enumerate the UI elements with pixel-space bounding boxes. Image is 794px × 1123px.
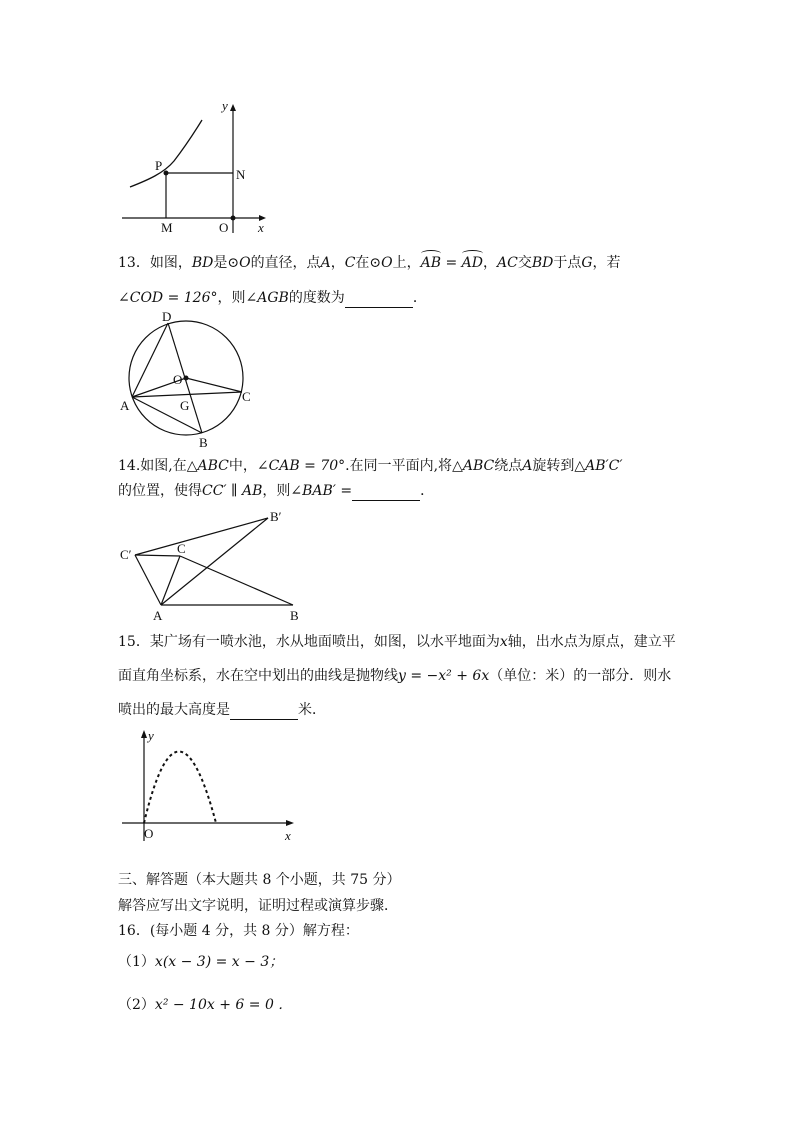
answer-blank-q15[interactable]: [230, 701, 298, 720]
fig14-label-a: A: [153, 608, 163, 623]
q13-line-1: 13．如图，BD是⊙O的直径，点A，C在⊙O上，AB = AD，AC交BD于点G，若: [118, 255, 621, 271]
fig12-label-m: M: [161, 220, 173, 235]
fig15-label-x: x: [285, 828, 291, 843]
fig13-label-d: D: [162, 309, 172, 324]
q16-title: 16．(每小题 4 分，共 8 分）解方程：: [118, 923, 359, 939]
answer-blank-q14[interactable]: [352, 482, 420, 501]
section-instruction: 解答应写出文字说明，证明过程或演算步骤．: [118, 898, 398, 914]
fig13-label-o: O: [173, 372, 183, 387]
q14-line-1: 14.如图,在△ABC中，∠CAB = 70°.在同一平面内,将△ABC绕点A旋转到△AB′C′: [118, 458, 623, 474]
answer-blank-q13[interactable]: [345, 289, 413, 308]
fig15-label-o: O: [144, 826, 154, 841]
arc-ad: AD: [461, 255, 484, 271]
fig12-label-o: O: [219, 220, 229, 235]
arc-ab: AB: [420, 255, 442, 271]
section-heading: 三、解答题（本大题共 8 个小题，共 75 分）: [118, 872, 401, 888]
fig13-label-b: B: [199, 435, 208, 450]
fig12-label-y: y: [222, 98, 228, 113]
q14-line-2: 的位置，使得CC′ ∥ AB，则∠BAB′ = ．: [118, 483, 435, 499]
figure-q15: [118, 726, 308, 846]
fig14-label-c: C: [177, 541, 186, 556]
figure-q14: [118, 508, 318, 628]
fig12-label-n: N: [236, 167, 246, 182]
fig12-label-p: P: [155, 158, 163, 173]
fig14-label-c-prime: C′: [120, 547, 132, 562]
fig12-label-x: x: [258, 220, 264, 235]
fig15-label-y: y: [148, 728, 154, 743]
q16-part-1: （1）x(x − 3) = x − 3；: [118, 954, 284, 970]
figure-q12: [118, 98, 278, 238]
figure-q13: [118, 306, 268, 451]
fig13-label-g: G: [180, 398, 190, 413]
q13-line-2: ∠COD = 126°，则∠AGB的度数为 ．: [118, 290, 427, 306]
q15-line-1: 15．某广场有一喷水池，水从地面喷出，如图，以水平地面为x轴，出水点为原点，建立平: [118, 634, 676, 650]
q15-line-3: 喷出的最大高度是 米．: [118, 702, 326, 718]
fig13-label-a: A: [120, 398, 130, 413]
fig13-label-c: C: [242, 389, 251, 404]
q15-line-2: 面直角坐标系，水在空中划出的曲线是抛物线y = −x² + 6x（单位：米）的一部分．则水: [118, 668, 672, 684]
fig14-label-b-prime: B′: [270, 509, 282, 524]
q16-part-2: （2）x² − 10x + 6 = 0 ．: [118, 997, 293, 1013]
fig14-label-b: B: [290, 608, 299, 623]
